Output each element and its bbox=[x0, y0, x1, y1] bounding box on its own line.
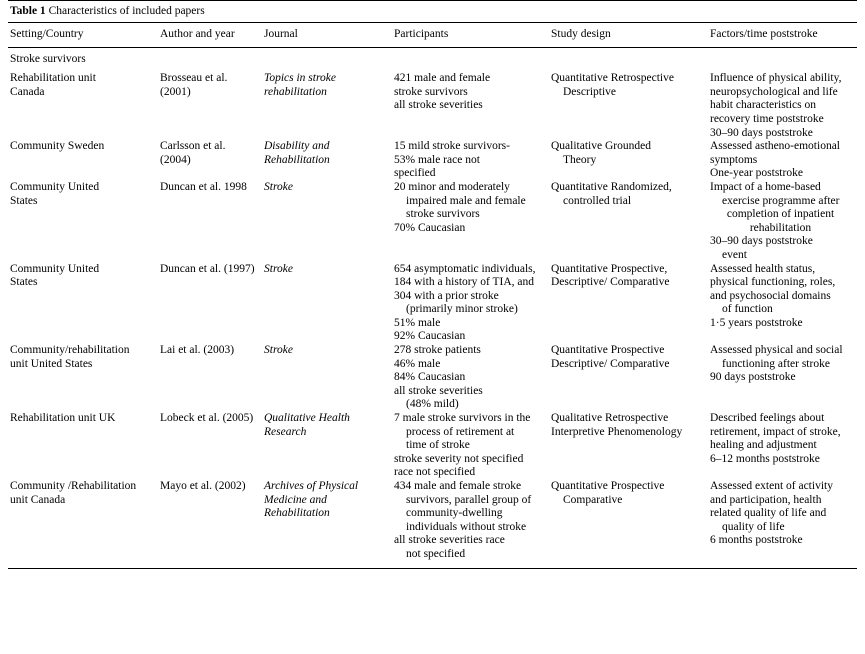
text-line: Quantitative Prospective bbox=[551, 480, 665, 492]
text-line: 654 asymptomatic individuals, bbox=[394, 262, 536, 275]
text-line: Qualitative Retrospective bbox=[551, 412, 669, 425]
table-row bbox=[8, 66, 857, 140]
text-line: unit Canada bbox=[10, 493, 66, 506]
text-line: 304 with a prior stroke bbox=[394, 289, 499, 302]
text-line: controlled trial bbox=[563, 194, 632, 207]
cell-participants bbox=[392, 140, 549, 181]
cell-study-design bbox=[549, 344, 708, 412]
text-line: retirement, impact of stroke, bbox=[710, 425, 841, 438]
text-line: Influence of physical ability, bbox=[710, 72, 842, 85]
cell-journal bbox=[262, 140, 392, 181]
text-line: Descriptive/ Comparative bbox=[551, 357, 670, 370]
text-line: physical functioning, roles, bbox=[710, 276, 836, 289]
text-line: impaired male and female bbox=[406, 194, 526, 207]
header-row bbox=[8, 23, 857, 47]
text-line: Carlsson et al. bbox=[160, 140, 226, 153]
text-line: of function bbox=[722, 303, 773, 316]
cell-participants bbox=[392, 412, 549, 480]
text-line: 90 days poststroke bbox=[710, 371, 796, 384]
text-line: unit United States bbox=[10, 357, 93, 370]
text-line: Assessed health status, bbox=[710, 262, 816, 275]
text-line: Stroke bbox=[264, 262, 293, 275]
text-line: stroke survivors bbox=[394, 85, 468, 98]
text-line: rehabilitation bbox=[749, 221, 812, 234]
table-row bbox=[8, 344, 857, 412]
text-line: Research bbox=[264, 425, 307, 438]
text-line: 92% Caucasian bbox=[394, 330, 466, 343]
text-line: specified bbox=[394, 167, 436, 180]
cell-study-design bbox=[549, 66, 708, 140]
cell-setting bbox=[8, 480, 158, 562]
text-line: 46% male bbox=[394, 357, 441, 370]
cell-setting bbox=[8, 263, 158, 345]
cell-factors bbox=[708, 140, 857, 181]
cell-author bbox=[158, 412, 262, 480]
cell-author bbox=[158, 344, 262, 412]
text-line: 6–12 months poststroke bbox=[710, 452, 820, 465]
cell-journal bbox=[262, 412, 392, 480]
text-line: 53% male race not bbox=[394, 153, 480, 166]
text-line: 278 stroke patients bbox=[394, 344, 481, 357]
cell-factors bbox=[708, 344, 857, 412]
text-line: Impact of a home-based bbox=[710, 180, 821, 193]
text-line: 1·5 years poststroke bbox=[710, 316, 803, 329]
text-line: Rehabilitation bbox=[264, 153, 330, 166]
column-header-participants: Participants bbox=[394, 28, 449, 40]
text-line: event bbox=[722, 248, 747, 261]
text-line: all stroke severities bbox=[394, 384, 483, 397]
text-line: One-year poststroke bbox=[710, 167, 803, 180]
text-line: Assessed extent of activity bbox=[710, 480, 833, 492]
cell-study-design bbox=[549, 480, 708, 562]
text-line: Duncan et al. (1997) bbox=[160, 262, 255, 275]
cell-author bbox=[158, 480, 262, 562]
bottom-rule bbox=[8, 568, 857, 569]
text-line: quality of life bbox=[722, 520, 785, 533]
text-line: completion of inpatient bbox=[726, 208, 835, 221]
text-line: Brosseau et al. bbox=[160, 72, 228, 85]
cell-setting bbox=[8, 344, 158, 412]
cell-factors bbox=[708, 412, 857, 480]
cell-study-design bbox=[549, 181, 708, 263]
text-line: individuals without stroke bbox=[406, 520, 527, 533]
text-line: 7 male stroke survivors in the bbox=[394, 412, 531, 425]
text-line: Quantitative Prospective bbox=[551, 344, 665, 357]
text-line: and participation, health bbox=[710, 493, 822, 506]
text-line: (2004) bbox=[160, 153, 191, 166]
text-line: Topics in stroke bbox=[264, 72, 336, 85]
cell-journal bbox=[262, 181, 392, 263]
text-line: Rehabilitation unit UK bbox=[10, 412, 116, 425]
cell-journal bbox=[262, 344, 392, 412]
text-line: Quantitative Retrospective bbox=[551, 72, 674, 85]
cell-author bbox=[158, 263, 262, 345]
text-line: (2001) bbox=[160, 85, 191, 98]
text-line: 421 male and female bbox=[394, 72, 491, 85]
text-line: and psychosocial domains bbox=[710, 289, 831, 302]
characteristics-table-body bbox=[8, 48, 857, 562]
text-line: Quantitative Randomized, bbox=[551, 180, 672, 193]
text-line: 20 minor and moderately bbox=[394, 180, 510, 193]
text-line: Community United bbox=[10, 180, 100, 193]
text-line: Lai et al. (2003) bbox=[160, 344, 235, 357]
text-line: 184 with a history of TIA, and bbox=[394, 276, 535, 289]
cell-setting bbox=[8, 66, 158, 140]
text-line: Comparative bbox=[563, 493, 623, 506]
table-row bbox=[8, 412, 857, 480]
text-line: Medicine and bbox=[264, 493, 327, 506]
table-body bbox=[8, 48, 857, 562]
column-header-journal: Journal bbox=[264, 28, 298, 40]
cell-factors bbox=[708, 66, 857, 140]
text-line: exercise programme after bbox=[722, 194, 840, 207]
text-line: survivors, parallel group of bbox=[406, 493, 532, 506]
cell-journal bbox=[262, 480, 392, 562]
text-line: rehabilitation bbox=[264, 85, 327, 98]
text-line: 6 months poststroke bbox=[710, 534, 803, 547]
text-line: not specified bbox=[406, 547, 466, 560]
cell-participants bbox=[392, 480, 549, 562]
cell-author bbox=[158, 66, 262, 140]
text-line: related quality of life and bbox=[710, 507, 827, 520]
cell-author bbox=[158, 140, 262, 181]
text-line: stroke severity not specified bbox=[394, 452, 524, 465]
text-line: Interpretive Phenomenology bbox=[551, 425, 683, 438]
text-line: Lobeck et al. (2005) bbox=[160, 412, 254, 425]
text-line: Community /Rehabilitation bbox=[10, 480, 137, 492]
text-line: Descriptive bbox=[563, 85, 617, 98]
text-line: 84% Caucasian bbox=[394, 371, 466, 384]
text-line: Disability and bbox=[264, 140, 330, 153]
cell-participants bbox=[392, 181, 549, 263]
text-line: States bbox=[10, 276, 38, 289]
text-line: Archives of Physical bbox=[264, 480, 359, 492]
cell-participants bbox=[392, 263, 549, 345]
text-line: 15 mild stroke survivors- bbox=[394, 140, 510, 153]
text-line: Descriptive/ Comparative bbox=[551, 276, 670, 289]
cell-factors bbox=[708, 480, 857, 562]
text-line: Qualitative Grounded bbox=[551, 140, 651, 153]
text-line: neuropsychological and life bbox=[710, 85, 838, 98]
text-line: Community United bbox=[10, 262, 100, 275]
text-line: Theory bbox=[563, 153, 597, 166]
text-line: Stroke bbox=[264, 180, 293, 193]
cell-setting bbox=[8, 412, 158, 480]
text-line: all stroke severities bbox=[394, 99, 483, 112]
text-line: (primarily minor stroke) bbox=[406, 303, 518, 316]
table-caption bbox=[8, 1, 857, 22]
caption-label: Table 1 bbox=[10, 5, 46, 17]
column-header-setting: Setting/Country bbox=[10, 28, 84, 40]
cell-factors bbox=[708, 263, 857, 345]
text-line: Assessed physical and social bbox=[710, 344, 843, 357]
table-header bbox=[8, 23, 857, 47]
text-line: Canada bbox=[10, 85, 45, 98]
text-line: 70% Caucasian bbox=[394, 221, 466, 234]
group-label-row bbox=[8, 48, 857, 67]
caption-text: Characteristics of included papers bbox=[48, 5, 205, 17]
cell-study-design bbox=[549, 412, 708, 480]
text-line: time of stroke bbox=[406, 439, 470, 452]
text-line: habit characteristics on bbox=[710, 99, 817, 112]
cell-journal bbox=[262, 263, 392, 345]
text-line: States bbox=[10, 194, 38, 207]
text-line: Duncan et al. 1998 bbox=[160, 180, 247, 193]
text-line: Rehabilitation bbox=[264, 507, 330, 520]
table-row bbox=[8, 140, 857, 181]
text-line: (48% mild) bbox=[406, 398, 459, 411]
group-label: Stroke survivors bbox=[10, 52, 86, 65]
text-line: Described feelings about bbox=[710, 412, 825, 425]
column-header-author: Author and year bbox=[160, 28, 235, 40]
cell-factors bbox=[708, 181, 857, 263]
cell-journal bbox=[262, 66, 392, 140]
cell-study-design bbox=[549, 140, 708, 181]
text-line: functioning after stroke bbox=[722, 357, 830, 370]
cell-author bbox=[158, 181, 262, 263]
text-line: recovery time poststroke bbox=[710, 112, 824, 125]
text-line: 30–90 days poststroke bbox=[710, 126, 813, 139]
table-row bbox=[8, 263, 857, 345]
table-row bbox=[8, 480, 857, 562]
table-row bbox=[8, 181, 857, 263]
text-line: race not specified bbox=[394, 466, 476, 479]
cell-study-design bbox=[549, 263, 708, 345]
text-line: Assessed astheno-emotional bbox=[710, 140, 840, 153]
text-line: community-dwelling bbox=[406, 507, 503, 520]
text-line: Rehabilitation unit bbox=[10, 72, 96, 85]
text-line: Community Sweden bbox=[10, 140, 105, 153]
cell-participants bbox=[392, 344, 549, 412]
text-line: all stroke severities race bbox=[394, 534, 505, 547]
text-line: 434 male and female stroke bbox=[394, 480, 522, 492]
cell-setting bbox=[8, 181, 158, 263]
cell-participants bbox=[392, 66, 549, 140]
text-line: 51% male bbox=[394, 316, 441, 329]
text-line: Community/rehabilitation bbox=[10, 344, 130, 357]
cell-setting bbox=[8, 140, 158, 181]
column-header-factors: Factors/time poststroke bbox=[710, 28, 818, 40]
text-line: Stroke bbox=[264, 344, 293, 357]
text-line: symptoms bbox=[710, 153, 758, 166]
column-header-study-design: Study design bbox=[551, 28, 611, 40]
text-line: stroke survivors bbox=[406, 208, 480, 221]
text-line: healing and adjustment bbox=[710, 439, 817, 452]
text-line: Qualitative Health bbox=[264, 412, 350, 425]
text-line: Mayo et al. (2002) bbox=[160, 480, 246, 492]
characteristics-table bbox=[8, 23, 857, 47]
text-line: Quantitative Prospective, bbox=[551, 262, 668, 275]
text-line: 30–90 days poststroke bbox=[710, 235, 813, 248]
text-line: process of retirement at bbox=[406, 425, 515, 438]
